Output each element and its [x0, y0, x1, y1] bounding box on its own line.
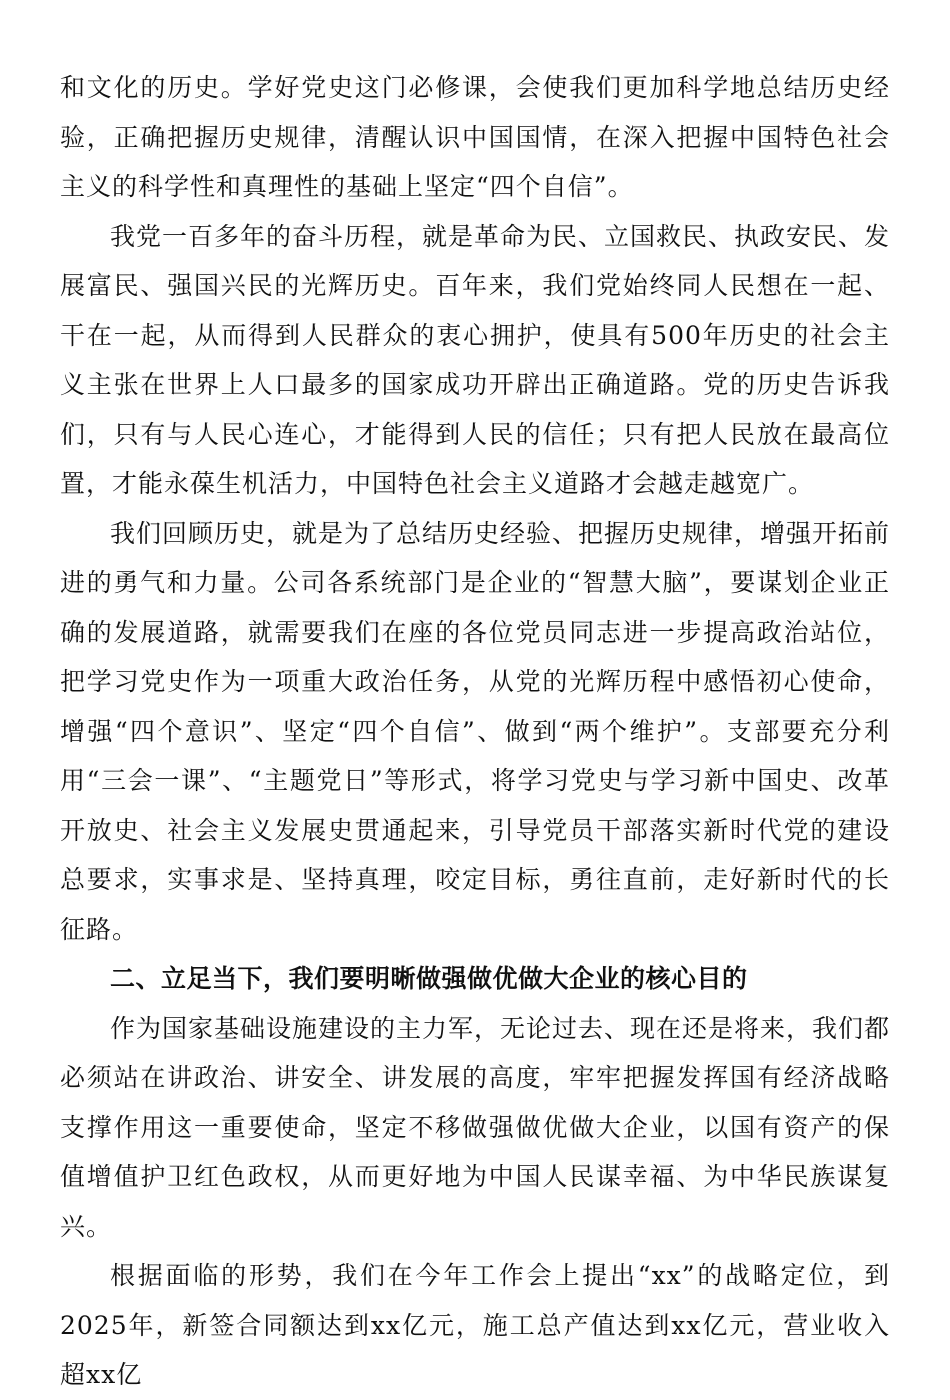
paragraph: 作为国家基础设施建设的主力军，无论过去、现在还是将来，我们都必须站在讲政治、讲安全、讲发展的高度，牢牢把握发挥国有经济战略支撑作用这一重要使命，坚定不移做强做优做大企业，以国有资产的保值增值护卫红色政权，从而更好地为中国人民谋幸福、为中华民族谋复兴。 — [60, 1013, 891, 1241]
paragraph: 根据面临的形势，我们在今年工作会上提出“xx”的战略定位，到2025年，新签合同额达到xx亿元，施工总产值达到xx亿元，营业收入超xx亿 — [60, 1261, 890, 1389]
section-heading: 二、立足当下，我们要明晰做强做优做大企业的核心目的 — [110, 964, 748, 993]
paragraph-continued: 和文化的历史。学好党史这门必修课，会使我们更加科学地总结历史经验，正确把握历史规律，清醒认识中国国情，在深入把握中国特色社会主义的科学性和真理性的基础上坚定“四个自信”。 — [60, 73, 890, 201]
body-text — [60, 63, 890, 1400]
paragraph: 我们回顾历史，就是为了总结历史经验、把握历史规律，增强开拓前进的勇气和力量。公司各系统部门是企业的“智慧大脑”，要谋划企业正确的发展道路，就需要我们在座的各位党员同志进一步提高政治站位，把学习党史作为一项重大政治任务，从党的光辉历程中感悟初心使命，增强“四个意识”、坚定“四个自信”、做到“两个维护”。支部要充分利用“三会一课”、“主题党日”等形式，将学习党史与学习新中国史、改革开放史、社会主义发展史贯通起来，引导党员干部落实新时代党的建设总要求，实事求是、坚持真理，咬定目标，勇往直前，走好新时代的长征路。 — [60, 518, 891, 944]
paragraph: 我党一百多年的奋斗历程，就是革命为民、立国救民、执政安民、发展富民、强国兴民的光辉历史。百年来，我们党始终同人民想在一起、干在一起，从而得到人民群众的衷心拥护，使具有500年历史的社会主义主张在世界上人口最多的国家成功开辟出正确道路。党的历史告诉我们，只有与人民心连心，才能得到人民的信任；只有把人民放在最高位置，才能永葆生机活力，中国特色社会主义道路才会越走越宽广。 — [60, 221, 891, 498]
